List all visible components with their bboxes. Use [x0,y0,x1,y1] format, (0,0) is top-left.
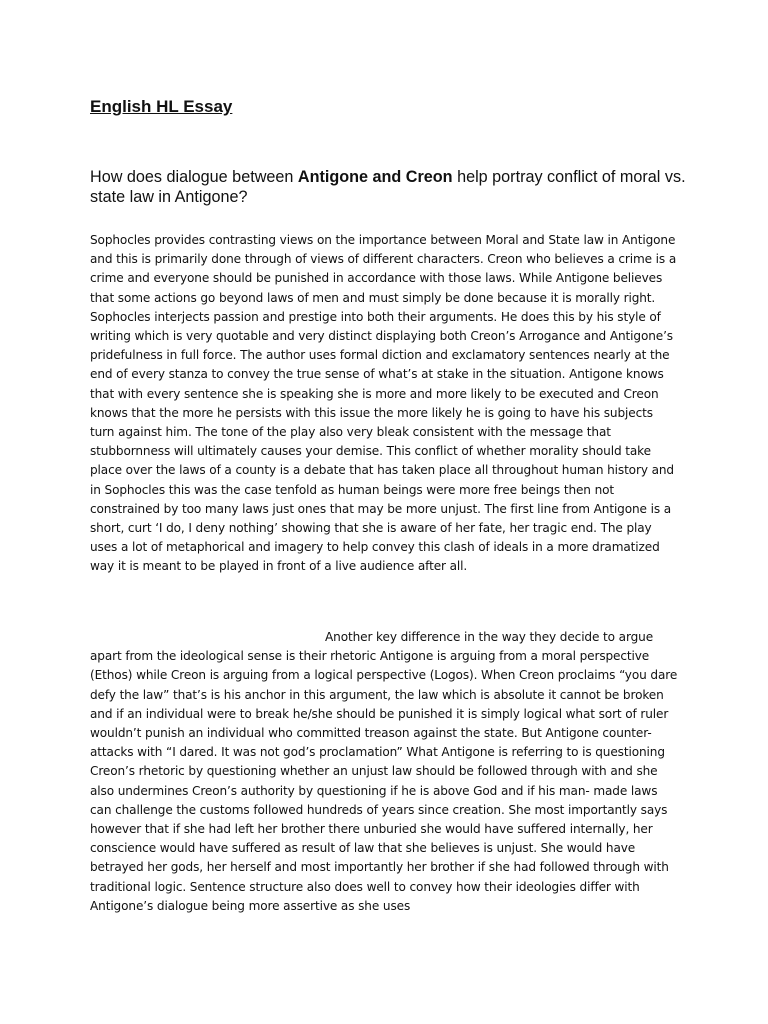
question-text-start: How does dialogue between [90,168,298,186]
question-emphasis: Antigone and Creon [297,168,453,186]
essay-question [90,168,690,207]
essay-title: English HL Essay [90,97,233,116]
body-paragraph-1: Sophocles provides contrasting views on the importance between Moral and State law in Antigone and this is primarily done through of views of different characters. Creon who believes a crime is a crime and everyone should be punished in accordance with those laws. While Antigone believes that some actions go beyond laws of men and must simply be done because it is morally right. Sophocles interjects passion and prestige into both their arguments. He does this by his style of writing which is very quotable and very distinct displaying both Creon’s Arrogance and Antigone’s pridefulness in full force. The author uses formal diction and exclamatory sentences nearly at the end of every stanza to convey the true sense of what’s at stake in the situation. Antigone knows that with every sentence she is speaking she is more and more likely to be executed and Creon knows that the more he persists with this issue the more likely he is going to have his subjects turn against him. The tone of the play also very bleak consistent with the message that stubbornness will ultimately causes your demise. This conflict of whether morality should take place over the laws of a county is a debate that has taken place all throughout human history and in Sophocles this was the case tenfold as human beings were more free beings then not constrained by too many laws just ones that may be more unjust. The first line from Antigone is a short, curt ‘I do, I deny nothing’ showing that she is aware of her fate, her tragic end. The play uses a lot of metaphorical and imagery to help convey this clash of ideals in a more dramatized way it is meant to be played in front of a live audience after all. [90,233,677,574]
question-text-end: help portray conflict of moral vs. state law in Antigone? [90,168,686,206]
body-paragraph-2: Another key difference in the way they decide to argue apart from the ideological sense is their rhetoric Antigone is arguing from a moral perspective (Ethos) while Creon is arguing from a logical perspective (Logos). When Creon proclaims “you dare defy the law” that’s is his anchor in this argument, the law which is absolute it cannot be broken and if an individual were to break he/she should be punished it is simply logical what sort of ruler wouldn’t punish an individual who committed treason against the state. But Antigone counter-attacks with “I dared. It was not god’s proclamation” What Antigone is referring to is questioning Creon’s rhetoric by questioning whether an unjust law should be followed through with and she also undermines Creon’s authority by questioning if he is above God and if his man- made laws can challenge the customs followed hundreds of years since creation. She most importantly says however that if she had left her brother there unburied she would have suffered internally, her conscience would have suffered as result of law that she believes is unjust. She would have betrayed her gods, her herself and most importantly her brother if she had followed through with traditional logic. Sentence structure also does well to convey how their ideologies differ with Antigone’s dialogue being more assertive as she uses [90,630,678,913]
